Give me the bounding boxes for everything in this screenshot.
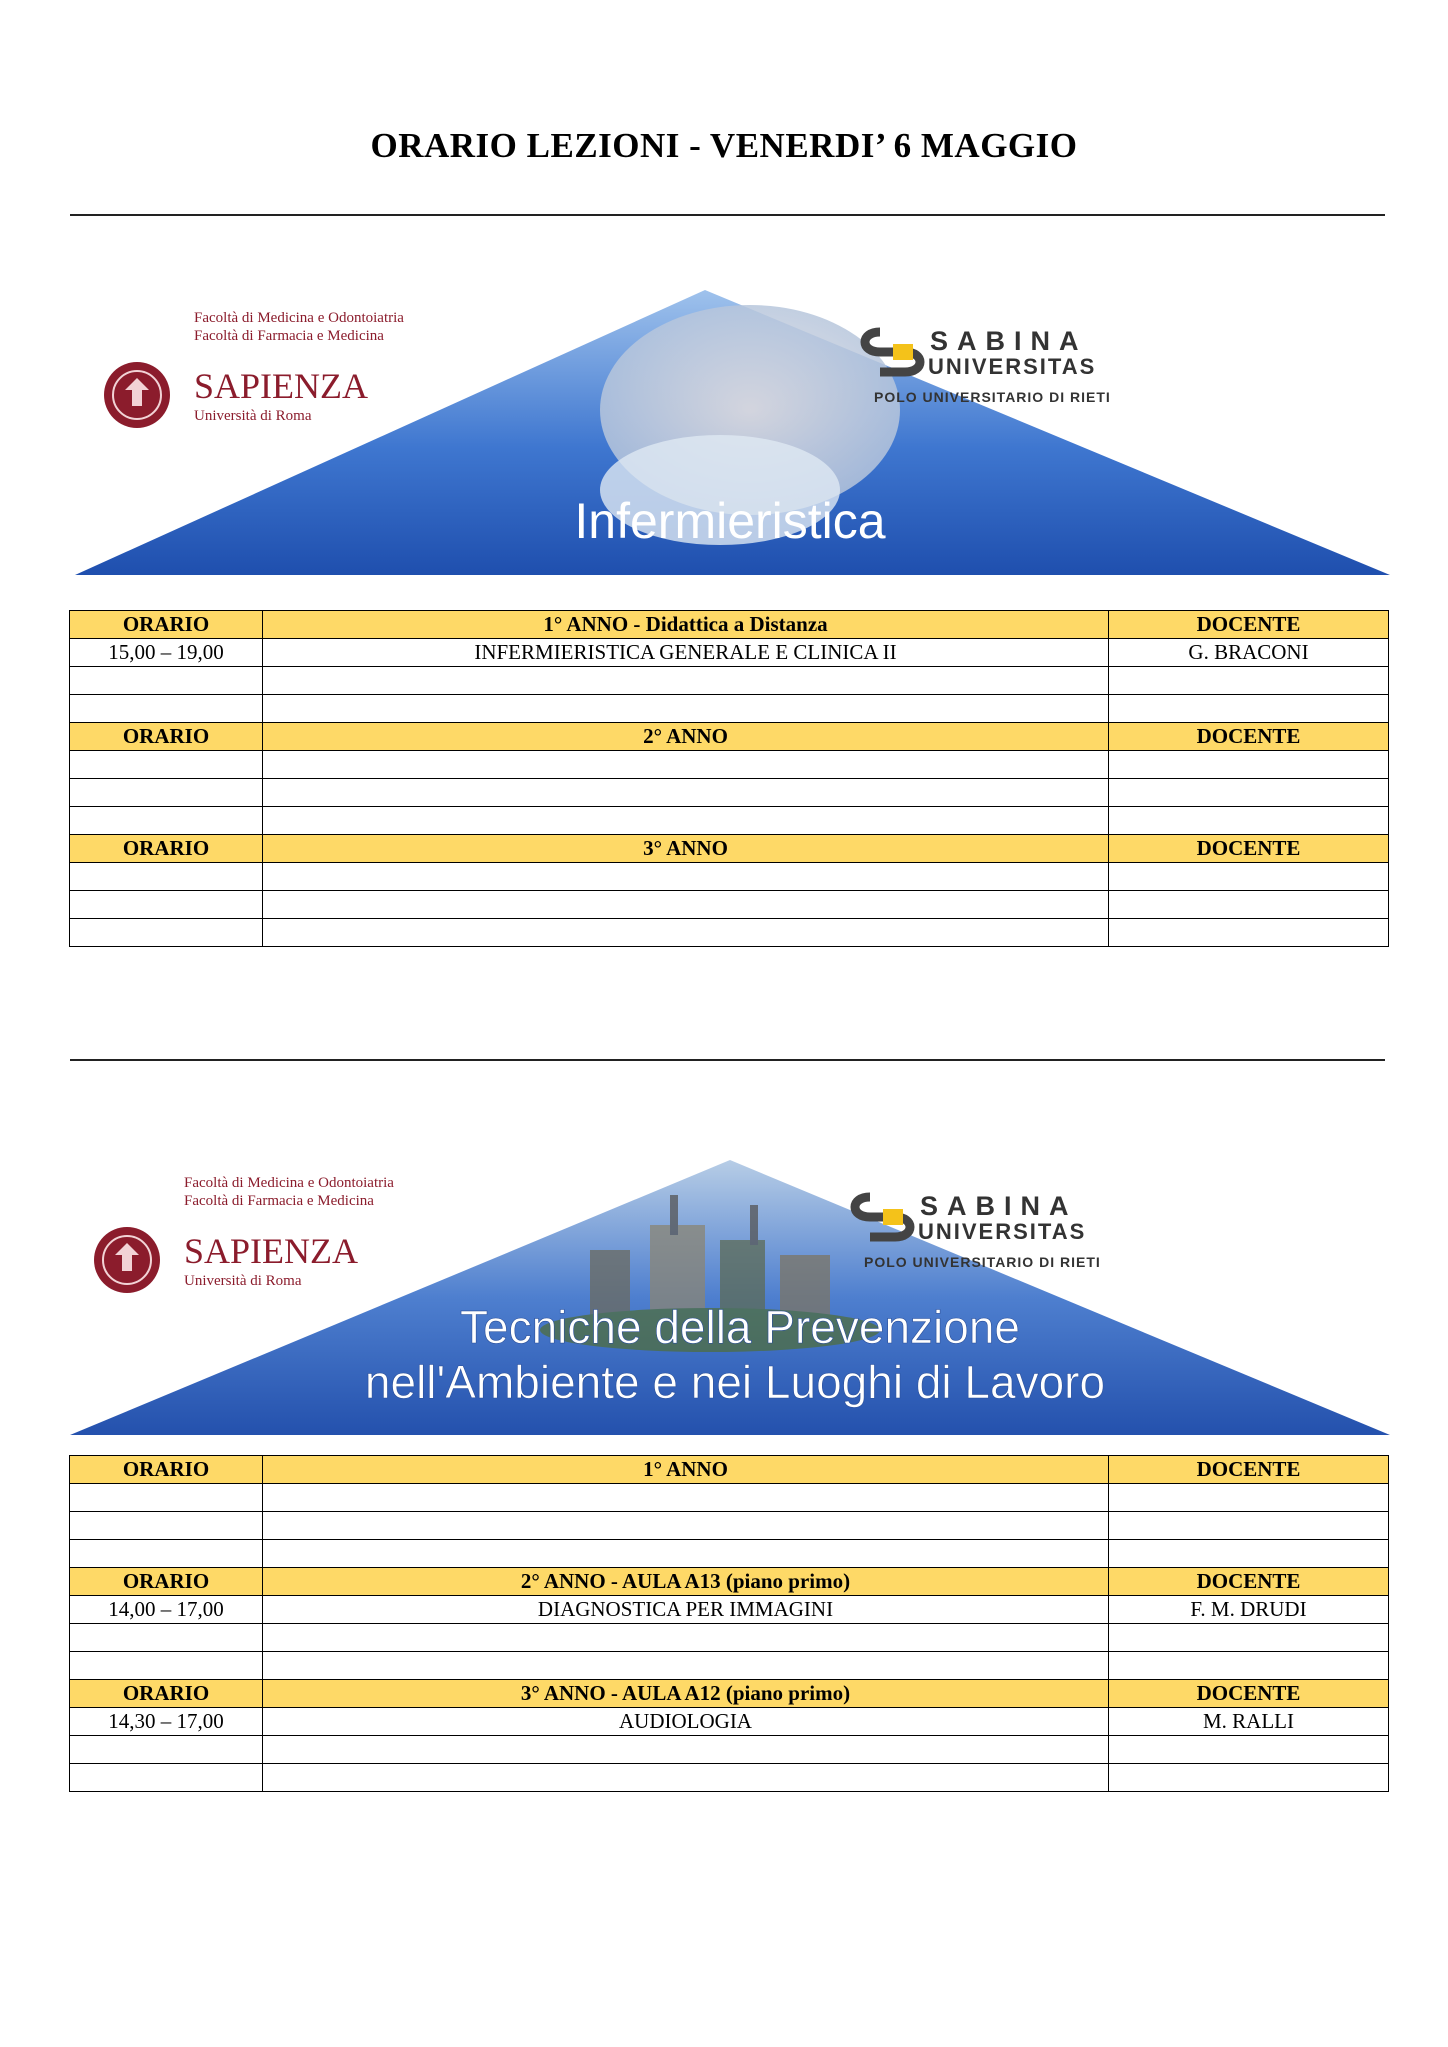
cell-lezione [263, 919, 1109, 947]
cell-orario: 15,00 – 19,00 [70, 639, 263, 667]
faculty-line-2: Facoltà di Farmacia e Medicina [184, 1193, 374, 1209]
cell-docente [1109, 1652, 1389, 1680]
cell-orario [70, 919, 263, 947]
cell-lezione [263, 779, 1109, 807]
cell-orario [70, 807, 263, 835]
divider-middle [70, 1059, 1385, 1061]
sapienza-logo [104, 362, 170, 428]
table-row [70, 751, 1389, 779]
table-row [70, 1652, 1389, 1680]
cell-docente [1109, 863, 1389, 891]
header-anno: 1° ANNO - Didattica a Distanza [263, 611, 1109, 639]
cell-lezione [263, 1764, 1109, 1792]
cell-docente [1109, 1512, 1389, 1540]
course-title-line-1: Infermieristica [574, 493, 886, 549]
cell-orario [70, 1540, 263, 1568]
course-title-line-2: nell'Ambiente e nei Luoghi di Lavoro [364, 1356, 1106, 1408]
banner-infermieristica [70, 290, 1390, 575]
cell-docente [1109, 1736, 1389, 1764]
table-row [70, 667, 1389, 695]
cell-docente [1109, 807, 1389, 835]
table-row [70, 1736, 1389, 1764]
header-anno: 2° ANNO - AULA A13 (piano primo) [263, 1568, 1109, 1596]
cell-orario [70, 667, 263, 695]
cell-docente [1109, 779, 1389, 807]
table-row [70, 891, 1389, 919]
cell-lezione [263, 667, 1109, 695]
divider-top [70, 214, 1385, 216]
table-row [70, 695, 1389, 723]
page-title: ORARIO LEZIONI - VENERDI’ 6 MAGGIO [370, 126, 1078, 165]
header-anno: 1° ANNO [263, 1456, 1109, 1484]
faculty-line-1: Facoltà di Medicina e Odontoiatria [194, 310, 404, 326]
table-header-row [70, 1680, 1389, 1708]
table-row [70, 639, 1389, 667]
cell-docente [1109, 891, 1389, 919]
header-anno: 3° ANNO [263, 835, 1109, 863]
header-docente: DOCENTE [1109, 611, 1389, 639]
banner-tecniche-prevenzione [70, 1155, 1390, 1440]
table-row [70, 1764, 1389, 1792]
cell-lezione [263, 751, 1109, 779]
cell-orario: 14,00 – 17,00 [70, 1596, 263, 1624]
sabina-name: SABINA [930, 326, 1088, 356]
cell-orario [70, 1512, 263, 1540]
table-row [70, 1484, 1389, 1512]
table-row [70, 863, 1389, 891]
cell-orario [70, 751, 263, 779]
sapienza-logo [94, 1227, 160, 1293]
faculty-line-2: Facoltà di Farmacia e Medicina [194, 328, 384, 344]
schedule-table-tecniche-prevenzione [69, 1455, 1389, 1792]
cell-orario [70, 1652, 263, 1680]
header-orario: ORARIO [70, 723, 263, 751]
faculty-line-1: Facoltà di Medicina e Odontoiatria [184, 1175, 394, 1191]
cell-lezione [263, 1512, 1109, 1540]
cell-lezione [263, 1652, 1109, 1680]
table-row [70, 919, 1389, 947]
sabina-sub: UNIVERSITAS [918, 1219, 1087, 1244]
table-row [70, 807, 1389, 835]
sapienza-sub: Università di Roma [194, 408, 312, 424]
table-row [70, 1596, 1389, 1624]
table-row [70, 1512, 1389, 1540]
cell-docente [1109, 1484, 1389, 1512]
cell-docente [1109, 1764, 1389, 1792]
sabina-sub: UNIVERSITAS [928, 354, 1097, 379]
cell-lezione: INFERMIERISTICA GENERALE E CLINICA II [263, 639, 1109, 667]
sabina-polo: POLO UNIVERSITARIO DI RIETI [864, 1254, 1101, 1270]
schedule-table-infermieristica [69, 610, 1389, 947]
cell-lezione [263, 1624, 1109, 1652]
cell-lezione [263, 807, 1109, 835]
cell-docente [1109, 1540, 1389, 1568]
cell-docente: F. M. DRUDI [1109, 1596, 1389, 1624]
sapienza-name: SAPIENZA [184, 1231, 359, 1271]
sabina-name: SABINA [920, 1191, 1078, 1221]
table-row [70, 1624, 1389, 1652]
table-header-row [70, 1568, 1389, 1596]
cell-lezione: DIAGNOSTICA PER IMMAGINI [263, 1596, 1109, 1624]
cell-docente [1109, 919, 1389, 947]
header-anno: 3° ANNO - AULA A12 (piano primo) [263, 1680, 1109, 1708]
table-header-row [70, 835, 1389, 863]
table-header-row [70, 1456, 1389, 1484]
table-row [70, 779, 1389, 807]
cell-orario [70, 1484, 263, 1512]
header-orario: ORARIO [70, 1568, 263, 1596]
cell-orario [70, 1764, 263, 1792]
header-docente: DOCENTE [1109, 1568, 1389, 1596]
cell-orario [70, 695, 263, 723]
cell-lezione [263, 891, 1109, 919]
header-docente: DOCENTE [1109, 835, 1389, 863]
cell-docente: M. RALLI [1109, 1708, 1389, 1736]
header-docente: DOCENTE [1109, 1680, 1389, 1708]
sapienza-sub: Università di Roma [184, 1273, 302, 1289]
header-anno: 2° ANNO [263, 723, 1109, 751]
header-orario: ORARIO [70, 611, 263, 639]
course-title-line-1: Tecniche della Prevenzione [459, 1301, 1021, 1353]
cell-docente [1109, 1624, 1389, 1652]
cell-orario: 14,30 – 17,00 [70, 1708, 263, 1736]
table-row [70, 1540, 1389, 1568]
table-row [70, 1708, 1389, 1736]
cell-docente [1109, 667, 1389, 695]
cell-orario [70, 1736, 263, 1764]
sapienza-name: SAPIENZA [194, 366, 369, 406]
cell-lezione: AUDIOLOGIA [263, 1708, 1109, 1736]
cell-orario [70, 1624, 263, 1652]
cell-orario [70, 779, 263, 807]
cell-docente [1109, 751, 1389, 779]
cell-orario [70, 891, 263, 919]
cell-lezione [263, 1484, 1109, 1512]
cell-docente [1109, 695, 1389, 723]
header-orario: ORARIO [70, 1680, 263, 1708]
cell-lezione [263, 863, 1109, 891]
cell-orario [70, 863, 263, 891]
cell-docente: G. BRACONI [1109, 639, 1389, 667]
cell-lezione [263, 695, 1109, 723]
cell-lezione [263, 1540, 1109, 1568]
table-header-row [70, 611, 1389, 639]
header-orario: ORARIO [70, 835, 263, 863]
header-docente: DOCENTE [1109, 723, 1389, 751]
header-orario: ORARIO [70, 1456, 263, 1484]
table-header-row [70, 723, 1389, 751]
header-docente: DOCENTE [1109, 1456, 1389, 1484]
sabina-polo: POLO UNIVERSITARIO DI RIETI [874, 389, 1111, 405]
cell-lezione [263, 1736, 1109, 1764]
